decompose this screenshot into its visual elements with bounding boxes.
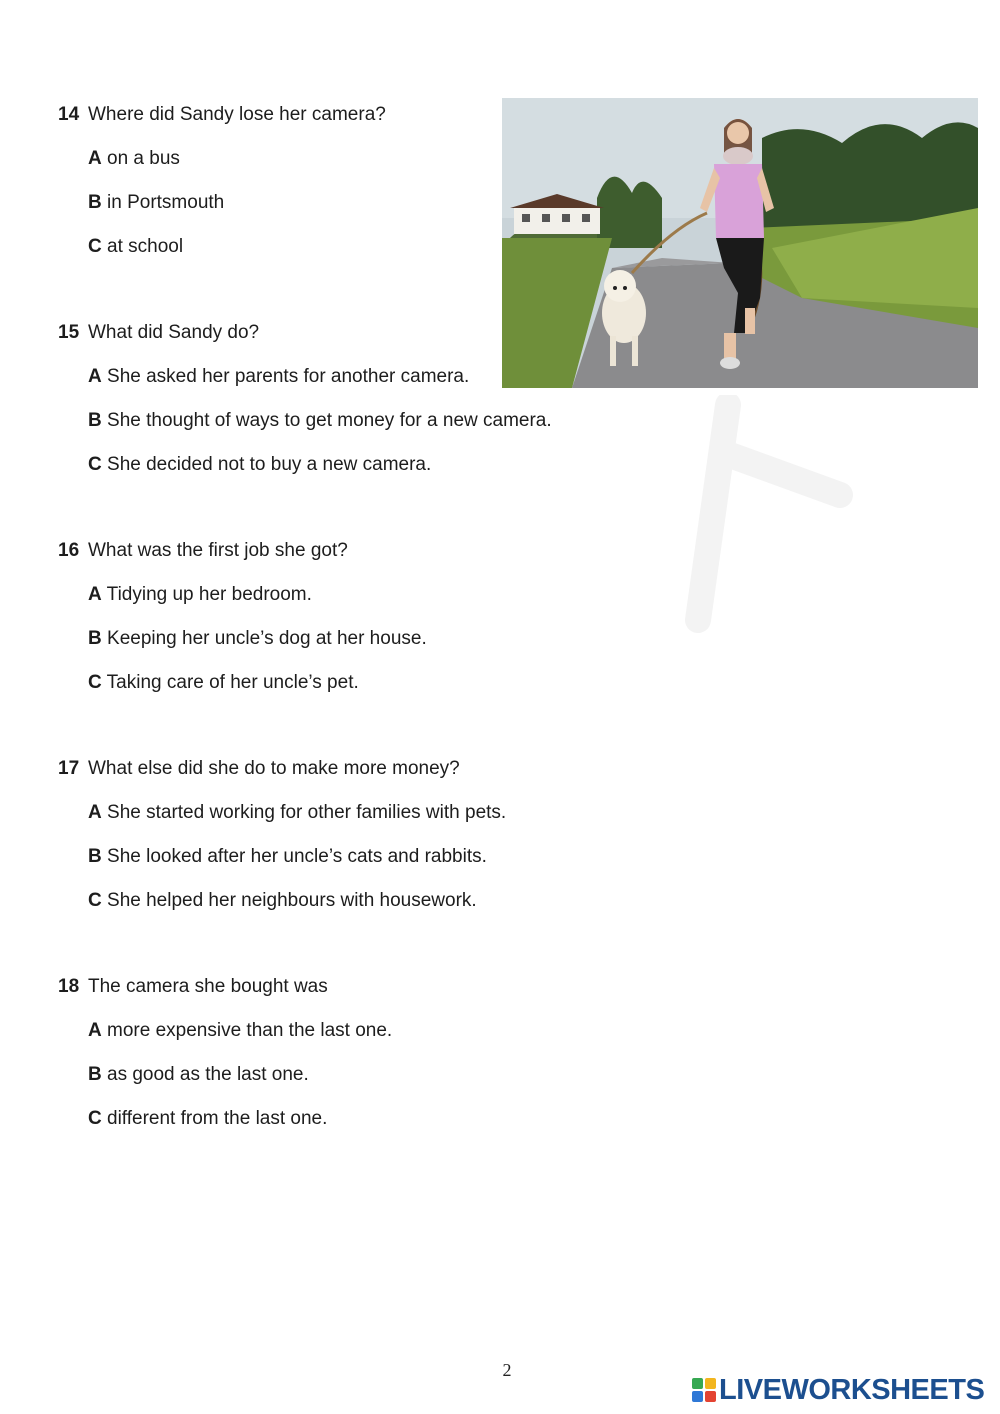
option-b[interactable]: [88, 410, 552, 432]
question-18: [58, 976, 392, 1130]
option-text: Tidying up her bedroom.: [106, 584, 312, 605]
question-16: [58, 540, 427, 694]
option-a[interactable]: [88, 802, 506, 824]
question-number: 16: [58, 540, 80, 561]
question-text: What did Sandy do?: [88, 322, 260, 343]
option-letter: C: [88, 1108, 102, 1129]
question-number: 17: [58, 758, 80, 779]
option-c[interactable]: [88, 454, 552, 476]
option-letter: A: [88, 802, 102, 823]
option-text: She asked her parents for another camera.: [107, 366, 470, 387]
option-a[interactable]: [88, 584, 427, 606]
option-text: She thought of ways to get money for a new camera.: [107, 410, 552, 431]
option-letter: B: [88, 846, 102, 867]
question-text: What else did she do to make more money?: [88, 758, 460, 779]
option-text: in Portsmouth: [107, 192, 225, 213]
option-text: She looked after her uncle’s cats and rabbits.: [107, 846, 487, 867]
option-letter: A: [88, 584, 102, 605]
girl-walking-dog-photo: [502, 98, 978, 388]
option-letter: C: [88, 454, 102, 475]
option-text: She helped her neighbours with housework.: [107, 890, 477, 911]
option-text: Keeping her uncle’s dog at her house.: [107, 628, 427, 649]
option-b[interactable]: [88, 1064, 392, 1086]
option-text: different from the last one.: [107, 1108, 328, 1129]
option-b[interactable]: [88, 192, 386, 214]
option-letter: A: [88, 1020, 102, 1041]
option-text: more expensive than the last one.: [107, 1020, 393, 1041]
option-b[interactable]: [88, 628, 427, 650]
option-text: as good as the last one.: [107, 1064, 309, 1085]
option-c[interactable]: [88, 1108, 392, 1130]
question-text: The camera she bought was: [88, 976, 328, 997]
option-letter: B: [88, 410, 102, 431]
option-letter: A: [88, 366, 102, 387]
option-c[interactable]: [88, 672, 427, 694]
option-letter: B: [88, 192, 102, 213]
option-a[interactable]: [88, 148, 386, 170]
option-c[interactable]: [88, 236, 386, 258]
option-a[interactable]: [88, 366, 552, 388]
option-letter: C: [88, 672, 102, 693]
page-number: 2: [502, 1360, 512, 1380]
option-a[interactable]: [88, 1020, 392, 1042]
brand-name: LIVEWORKSHEETS: [719, 1374, 985, 1406]
question-15: [58, 322, 552, 476]
option-letter: A: [88, 148, 102, 169]
option-letter: B: [88, 628, 102, 649]
option-b[interactable]: [88, 846, 506, 868]
option-letter: B: [88, 1064, 102, 1085]
question-number: 15: [58, 322, 80, 343]
question-14: [58, 104, 386, 258]
question-17: [58, 758, 506, 912]
question-number: 18: [58, 976, 80, 997]
question-number: 14: [58, 104, 80, 125]
option-text: on a bus: [107, 148, 180, 169]
option-letter: C: [88, 236, 102, 257]
option-text: at school: [107, 236, 184, 257]
liveworksheets-brand[interactable]: [692, 1374, 992, 1406]
liveworksheets-logo-icon: [692, 1378, 716, 1402]
option-text: She decided not to buy a new camera.: [107, 454, 432, 475]
watermark-decoration: [670, 395, 860, 645]
option-text: Taking care of her uncle’s pet.: [106, 672, 359, 693]
option-text: She started working for other families with pets.: [107, 802, 507, 823]
option-letter: C: [88, 890, 102, 911]
question-text: What was the first job she got?: [88, 540, 348, 561]
option-c[interactable]: [88, 890, 506, 912]
question-text: Where did Sandy lose her camera?: [88, 104, 386, 125]
